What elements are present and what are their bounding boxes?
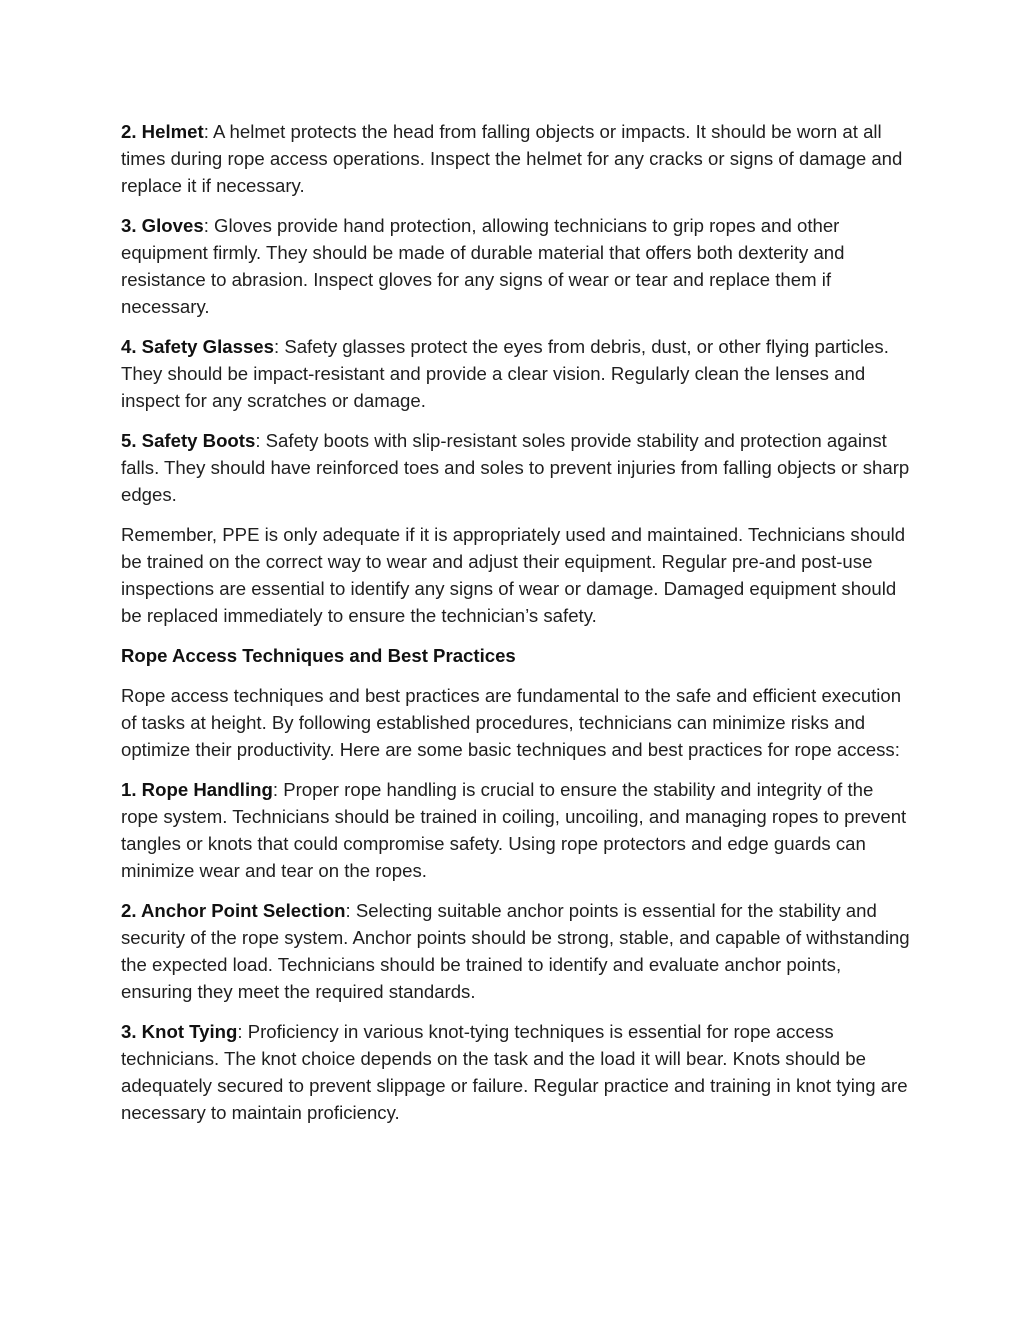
ppe-item-helmet bbox=[121, 118, 911, 199]
item-text: : Safety glasses protect the eyes from debris, dust, or other flying particles. They should be impact-resistant and provide a clear vision. Regularly clean the lenses and inspect for any scratches or damage. bbox=[121, 336, 889, 411]
ppe-item-safety-glasses bbox=[121, 333, 911, 414]
document-page bbox=[121, 118, 911, 1139]
item-text: : Safety boots with slip-resistant soles provide stability and protection against falls. They should have reinforced toes and soles to prevent injuries from falling objects or sharp edges. bbox=[121, 430, 910, 505]
technique-item-anchor-point-selection bbox=[121, 897, 911, 1005]
ppe-item-gloves bbox=[121, 212, 911, 320]
item-text: : Proficiency in various knot-tying techniques is essential for rope access technicians. The knot choice depends on the task and the load it will bear. Knots should be adequately secured to prevent slippage or failure. Regular practice and training in knot tying are necessary to maintain proficiency. bbox=[121, 1021, 908, 1123]
item-text: : Proper rope handling is crucial to ensure the stability and integrity of the rope system. Technicians should be trained in coiling, uncoiling, and managing ropes to prevent tangles or knots that could compromise safety. Using rope protectors and edge guards can minimize wear and tear on the ropes. bbox=[121, 779, 907, 881]
item-term: 4. Safety Glasses bbox=[121, 336, 274, 357]
item-term: 1. Rope Handling bbox=[121, 779, 273, 800]
item-term: 2. Helmet bbox=[121, 121, 204, 142]
item-text: : A helmet protects the head from falling objects or impacts. It should be worn at all times during rope access operations. Inspect the helmet for any cracks or signs of damage and replace it if necessary. bbox=[121, 121, 903, 196]
technique-item-rope-handling bbox=[121, 776, 911, 884]
item-term: 2. Anchor Point Selection bbox=[121, 900, 346, 921]
item-text: : Selecting suitable anchor points is essential for the stability and security of the rope system. Anchor points should be strong, stable, and capable of withstanding the expected load. Technicians should be trained to identify and evaluate anchor points, ensuring they meet the required standards. bbox=[121, 900, 910, 1002]
item-term: 3. Knot Tying bbox=[121, 1021, 238, 1042]
remember-paragraph: Remember, PPE is only adequate if it is appropriately used and maintained. Technicians should be trained on the correct way to wear and adjust their equipment. Regular pre-and post-use inspections are essential to identify any signs of wear or damage. Damaged equipment should be replaced immediately to ensure the technician’s safety. bbox=[121, 524, 906, 626]
item-term: 5. Safety Boots bbox=[121, 430, 256, 451]
technique-item-knot-tying bbox=[121, 1018, 911, 1126]
item-term: 3. Gloves bbox=[121, 215, 204, 236]
ppe-item-safety-boots bbox=[121, 427, 911, 508]
item-text: : Gloves provide hand protection, allowing technicians to grip ropes and other equipment firmly. They should be made of durable material that offers both dexterity and resistance to abrasion. Inspect gloves for any signs of wear or tear and replace them if necessary. bbox=[121, 215, 845, 317]
section-intro: Rope access techniques and best practices are fundamental to the safe and efficient execution of tasks at height. By following established procedures, technicians can minimize risks and optimize their productivity. Here are some basic techniques and best practices for rope access: bbox=[121, 685, 902, 760]
section-heading: Rope Access Techniques and Best Practices bbox=[121, 645, 516, 666]
